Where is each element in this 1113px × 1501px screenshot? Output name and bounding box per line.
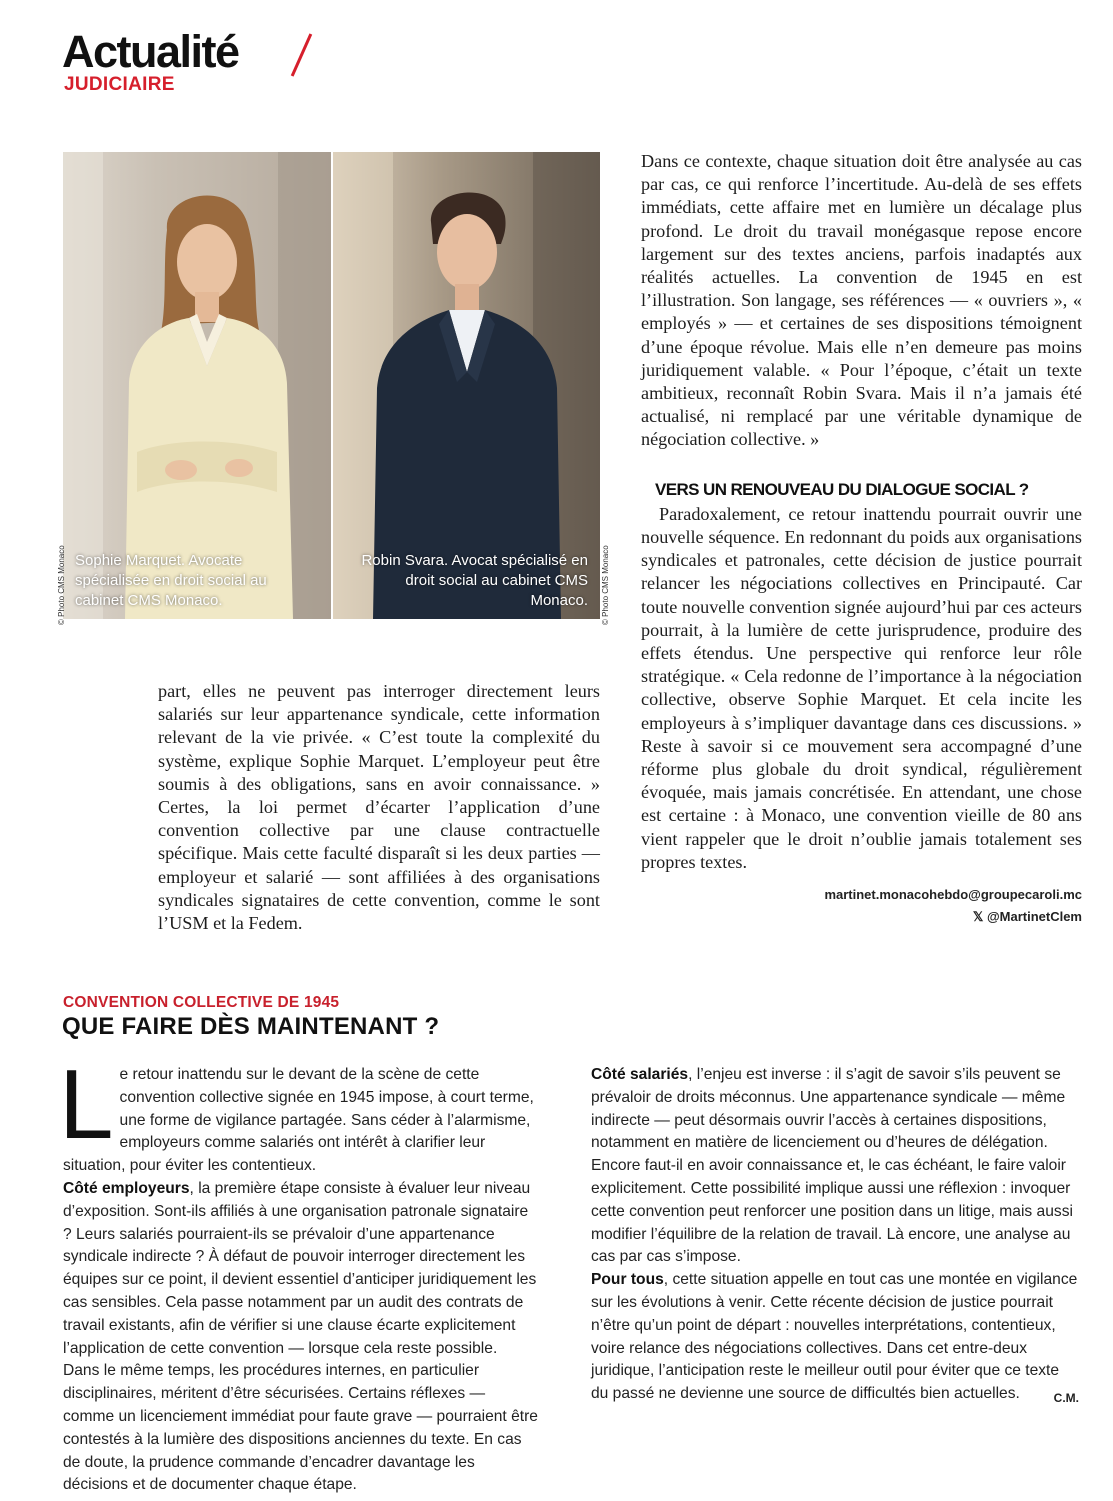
article-right-column — [641, 150, 1082, 874]
title-slash-decoration — [291, 33, 312, 76]
section-title: Actualité — [62, 26, 239, 77]
box-paragraph-employees: Côté salariés, l’enjeu est inverse : il s’agit de savoir s’ils peuvent se prévaloir de droits méconnus. Une appartenance syndicale — même indirecte — peut désormais ouvrir l’accès à certaines dispositions, notamment en matière de licenciement ou d’heures de délégation. Encore faut-il en avoir connaissance et, le cas échéant, le faire valoir explicitement. Cette possibilité implique aussi une réflexion : invoquer cette convention peut renforcer une position dans un litige, mais aussi modifier l’équilibre de la relation de travail. Là encore, une analyse au cas par cas s’impose. — [591, 1066, 1073, 1266]
masthead — [62, 26, 342, 102]
article-paragraph: Paradoxalement, ce retour inattendu pourrait ouvrir une nouvelle séquence. En redonnant du poids aux organisations syndicales et patronales, cette décision de justice pourrait relancer les négociations collectives en Principauté. Car toute nouvelle convention signée aujourd’hui par ces acteurs pourrait, à la lumière de cette jurisprudence, produire des effets étendus. Une perspective qui renforce leur rôle stratégique. « Cela redonne de l’importance à la négociation collective, observe Sophie Marquet. Et cela incite les employeurs à s’impliquer davantage dans ces discussions. » Reste à savoir si ce mouvement sera accompagné d’une réforme plus globale du droit syndical, régulièrement évoquée, mais jamais concrétisée. En attendant, une chose est certaine : à Monaco, une convention vieille de 80 ans vient rappeler que le droit n’oublie jamais totalement ses propres textes. — [641, 503, 1082, 872]
article-paragraph: Dans ce contexte, chaque situation doit être analysée au cas par cas, ce qui renforce l’incertitude. Au-delà de ses effets immédiats, cette affaire met en lumière un décalage plus profond. Le droit du travail monégasque repose encore largement sur des textes anciens, parfois inadaptés aux réalités actuelles. La convention de 1945 en est l’illustration. Son langage, ses références — « ouvriers », « employés » — et certaines de ses dispositions témoignent d’une époque révolue. Mais elle n’en demeure pas moins juridiquement valable. « Pour l’époque, c’était un texte ambitieux, reconnaît Robin Svara. Mais il n’a jamais été actualisé, ni remplacé par une véritable dynamique de négociation collective. » — [641, 151, 1082, 450]
box-right-column — [591, 996, 1079, 1410]
author-email-link[interactable]: martinet.monacohebdo@groupecaroli.mc — [824, 887, 1082, 902]
employers-lead: Côté employeurs — [63, 1179, 190, 1197]
photo-caption-right: Robin Svara. Avocat spécialisé en droit social au cabinet CMS Monaco. — [361, 552, 588, 609]
box-paragraph-procedures: Dans le même temps, les procédures internes, en particulier disciplinaires, méritent d’être sécurisées. Certains réflexes — comme un licenciement immédiat pour faute grave — pourraient être contestés à la lumière des dispositions anciennes du texte. En cas de doute, la prudence commande d’encadrer davantage les décisions et de documenter chaque étape. — [63, 1362, 538, 1494]
box-title: QUE FAIRE DÈS MAINTENANT ? — [62, 1013, 440, 1040]
drop-cap: L — [59, 1049, 114, 1159]
author-contact — [824, 884, 1082, 928]
box-paragraph-employers: Côté employeurs, la première étape consiste à évaluer leur niveau d’exposition. Sont-ils affiliés à une organisation patronale signataire ? Leurs salariés pourraient-ils se prévaloir d’une appartenance syndicale indirecte ? À défaut de pouvoir interroger directement les équipes sur ce point, il devient essentiel d’anticiper juridiquement les cas sensibles. Cela passe notamment par un audit des contrats de travail existants, afin de vérifier si une clause écarte explicitement l’application de cette convention — lorsque cela reste possible. — [63, 1179, 537, 1357]
portrait-woman-illustration — [63, 152, 331, 619]
photo-credit-right: © Photo CMS Monaco — [601, 545, 610, 625]
article-paragraph: part, elles ne peuvent pas interroger directement leurs salariés sur leur appartenance syndicale, cette information relevant de la vie privée. « C’est toute la complexité du système, explique Sophie Marquet. L’employeur peut être soumis à des obligations, sans en avoir connaissance. » Certes, la loi permet d’écarter l’application d’une convention collective par une clause contractuelle spécifique. Mais cette faculté disparaît si les deux parties — employeur et salarié — sont affiliées à des organisations syndicales signataires de cette convention, comme le sont l’USM et la Fedem. — [158, 681, 600, 934]
photo-robin-svara — [333, 152, 600, 619]
photo-caption-left: Sophie Marquet. Avocate spécialisée en droit social au cabinet CMS Monaco. — [75, 552, 267, 609]
section-subtitle: JUDICIAIRE — [64, 74, 175, 95]
author-social-handle[interactable]: 𝕏 @MartinetClem — [972, 909, 1082, 924]
all-lead: Pour tous — [591, 1271, 664, 1289]
box-paragraph-all: Pour tous, cette situation appelle en tout cas une montée en vigilance sur les évolutions à venir. Cette récente décision de justice pourrait n’être qu’un point de départ : nouvelles interprétations, contentieux, voire relance des négociations collectives. Dans cet entre-deux juridique, l’anticipation reste le meilleur outil pour éviter que ce texte du passé ne devienne une source de difficultés bien actuelles. C.M. — [591, 1269, 1079, 1406]
box-left-column — [59, 1049, 540, 1497]
signature: C.M. — [1053, 1391, 1079, 1406]
box-kicker: CONVENTION COLLECTIVE DE 1945 — [63, 994, 340, 1011]
photo-credit-left: © Photo CMS Monaco — [57, 545, 66, 625]
article-subheading: VERS UN RENOUVEAU DU DIALOGUE SOCIAL ? — [655, 479, 1029, 499]
employees-lead: Côté salariés — [591, 1066, 689, 1083]
article-left-column — [158, 680, 600, 935]
photo-sophie-marquet — [63, 152, 331, 619]
portrait-man-illustration — [333, 152, 600, 619]
box-intro: Le retour inattendu sur le devant de la scène de cette convention collective signée en 1945 impose, à court terme, une forme de vigilance partagée. Sans céder à l’alarmisme, employeurs comme salariés ont intérêt à clarifier leur situation, pour éviter les contentieux. — [59, 1049, 534, 1175]
